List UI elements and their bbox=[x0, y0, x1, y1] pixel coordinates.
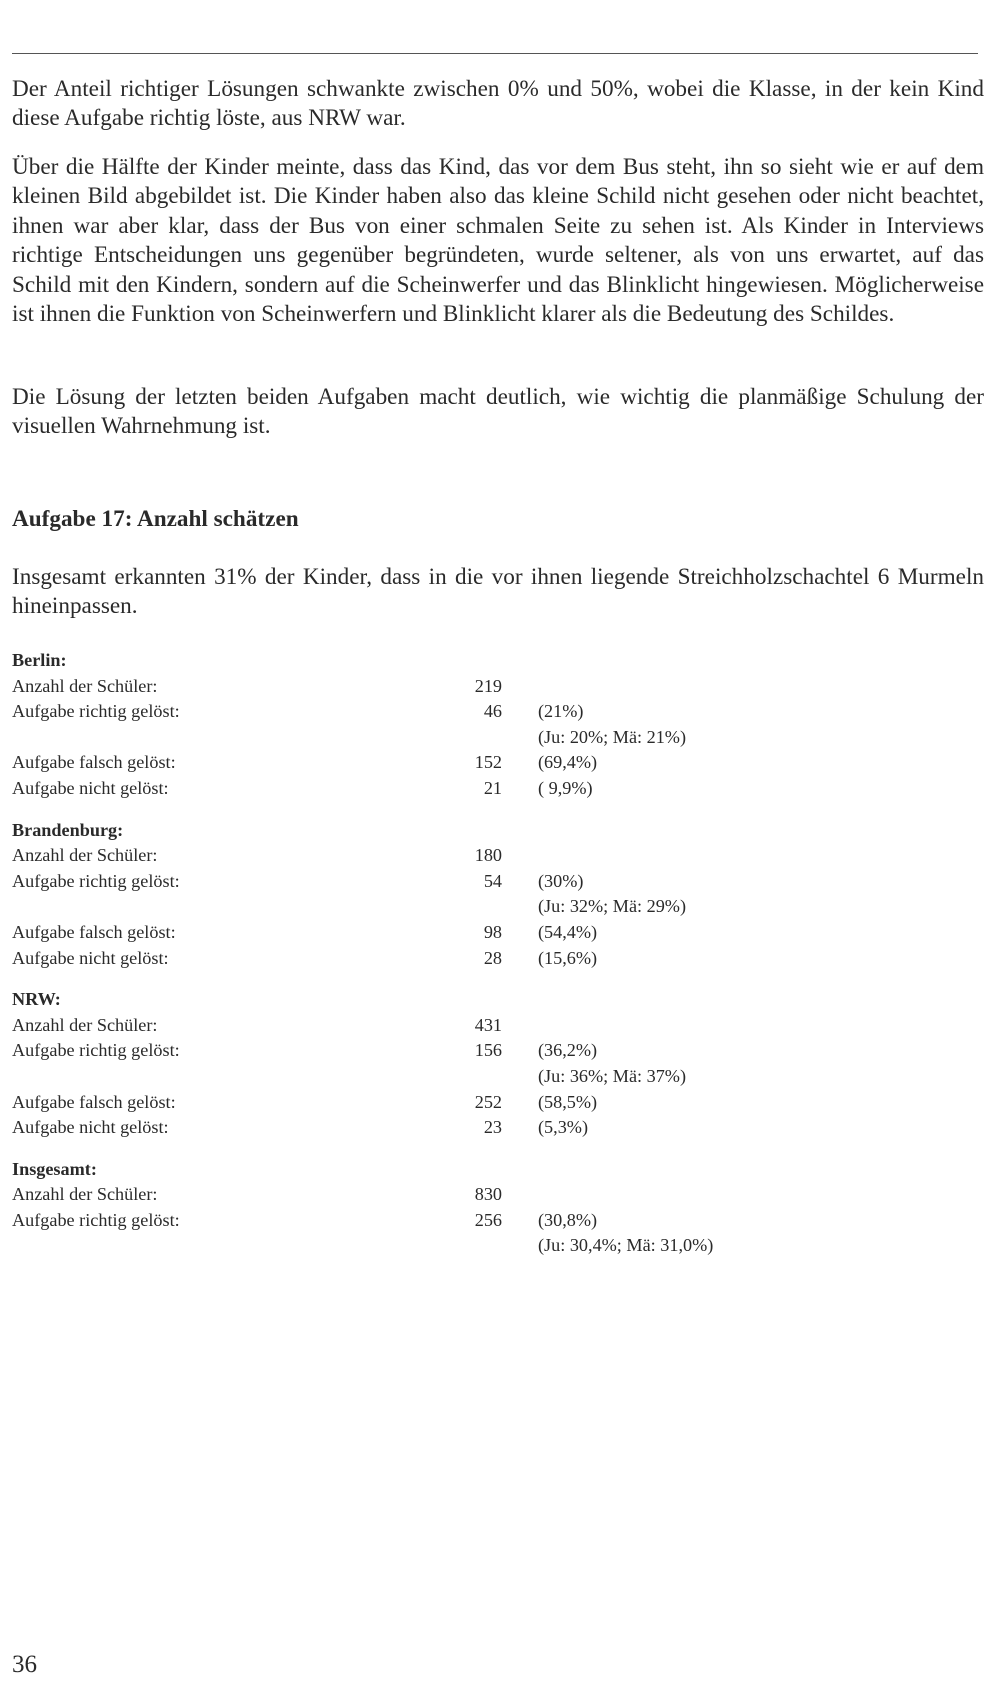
section-heading: Aufgabe 17: Anzahl schätzen bbox=[12, 506, 299, 532]
stat-count: 23 bbox=[483, 1117, 502, 1138]
region-block bbox=[12, 987, 792, 1141]
stat-percentage: (21%) bbox=[538, 701, 584, 722]
stat-label: Aufgabe richtig gelöst: bbox=[12, 1040, 180, 1061]
region-title: Insgesamt: bbox=[12, 1158, 97, 1179]
stat-count: 180 bbox=[474, 845, 502, 866]
region-block bbox=[12, 818, 792, 972]
stat-label: Anzahl der Schüler: bbox=[12, 675, 158, 696]
stat-row bbox=[12, 750, 792, 776]
stat-label: Aufgabe richtig gelöst: bbox=[12, 870, 180, 891]
paragraph-summary: Insgesamt erkannten 31% der Kinder, dass in die vor ihnen liegende Streichholzschachtel 6 Murmeln hineinpassen. bbox=[12, 564, 984, 620]
region-title: Berlin: bbox=[12, 650, 67, 670]
stat-percentage: (Ju: 32%; Mä: 29%) bbox=[538, 896, 687, 917]
stat-count: 152 bbox=[474, 752, 502, 773]
stat-row bbox=[12, 725, 792, 751]
stat-row bbox=[12, 674, 792, 700]
stat-row bbox=[12, 1038, 792, 1064]
paragraph-bus-explanation: Über die Hälfte der Kinder meinte, dass das Kind, das vor dem Bus steht, ihn so sieht wie er auf dem kleinen Bild abgebildet ist. Die Kinder haben also das kleine Schild nicht gesehen oder nicht beachtet, ihnen war aber klar, dass der Bus von einer schmalen Seite zu sehen ist. Als Kinder in Interviews richtige Entscheidungen uns gegenüber begründeten, wurde seltener, als von uns erwartet, auf das Schild mit den Kindern, sondern auf die Scheinwerfer und das Blinklicht hingewiesen. Möglicherweise ist ihnen die Funktion von Scheinwerfern und Blinklicht klarer als die Bedeutung des Schildes. bbox=[12, 154, 984, 328]
stat-percentage: (Ju: 30,4%; Mä: 31,0%) bbox=[538, 1235, 714, 1256]
stat-count: 252 bbox=[474, 1091, 502, 1112]
stat-count: 256 bbox=[474, 1209, 502, 1230]
stat-label: Aufgabe falsch gelöst: bbox=[12, 921, 176, 942]
stat-percentage: (Ju: 20%; Mä: 21%) bbox=[538, 726, 687, 747]
stat-percentage: (54,4%) bbox=[538, 921, 598, 942]
paragraph-solution-share: Der Anteil richtiger Lösungen schwankte zwischen 0% und 50%, wobei die Klasse, in der kein Kind diese Aufgabe richtig löste, aus NRW war. bbox=[12, 76, 984, 132]
stat-row bbox=[12, 699, 792, 725]
stat-row bbox=[12, 894, 792, 920]
stat-label: Aufgabe nicht gelöst: bbox=[12, 777, 169, 798]
stat-count: 156 bbox=[474, 1040, 502, 1061]
paragraph-visual-perception: Die Lösung der letzten beiden Aufgaben macht deutlich, wie wichtig die planmäßige Schulung der visuellen Wahrnehmung ist. bbox=[12, 384, 984, 440]
stat-count: 830 bbox=[474, 1184, 502, 1205]
stat-label: Aufgabe nicht gelöst: bbox=[12, 1117, 169, 1138]
stat-label: Anzahl der Schüler: bbox=[12, 845, 158, 866]
stat-count: 46 bbox=[483, 701, 502, 722]
stat-row bbox=[12, 1064, 792, 1090]
stat-count: 21 bbox=[483, 777, 502, 798]
stat-percentage: (36,2%) bbox=[538, 1040, 598, 1061]
stat-row bbox=[12, 920, 792, 946]
stat-count: 54 bbox=[483, 870, 502, 891]
stat-count: 219 bbox=[474, 675, 502, 696]
stat-label: Anzahl der Schüler: bbox=[12, 1184, 158, 1205]
stat-percentage: (5,3%) bbox=[538, 1117, 588, 1138]
stat-row bbox=[12, 1208, 792, 1234]
stat-row bbox=[12, 946, 792, 972]
stat-label: Aufgabe falsch gelöst: bbox=[12, 752, 176, 773]
stat-row bbox=[12, 1115, 792, 1141]
stat-row bbox=[12, 843, 792, 869]
stat-row bbox=[12, 1090, 792, 1116]
region-title: Brandenburg: bbox=[12, 819, 124, 840]
stat-percentage: (69,4%) bbox=[538, 752, 598, 773]
stat-row bbox=[12, 1182, 792, 1208]
stat-label: Aufgabe falsch gelöst: bbox=[12, 1091, 176, 1112]
stat-percentage: (15,6%) bbox=[538, 947, 598, 968]
stat-percentage: (Ju: 36%; Mä: 37%) bbox=[538, 1065, 687, 1086]
stat-label: Aufgabe nicht gelöst: bbox=[12, 947, 169, 968]
stat-label: Aufgabe richtig gelöst: bbox=[12, 1209, 180, 1230]
stat-percentage: (30,8%) bbox=[538, 1209, 598, 1230]
statistics-block bbox=[12, 648, 792, 1275]
stat-row bbox=[12, 869, 792, 895]
page-number: 36 bbox=[12, 1651, 37, 1678]
stat-percentage: ( 9,9%) bbox=[538, 777, 593, 798]
stat-percentage: (58,5%) bbox=[538, 1091, 598, 1112]
region-block bbox=[12, 648, 792, 802]
region-title: NRW: bbox=[12, 989, 61, 1010]
stat-count: 28 bbox=[483, 947, 502, 968]
stat-count: 431 bbox=[474, 1014, 502, 1035]
stat-label: Aufgabe richtig gelöst: bbox=[12, 701, 180, 722]
stat-percentage: (30%) bbox=[538, 870, 584, 891]
region-block bbox=[12, 1157, 792, 1259]
stat-row bbox=[12, 1233, 792, 1259]
stat-label: Anzahl der Schüler: bbox=[12, 1014, 158, 1035]
stat-row bbox=[12, 1013, 792, 1039]
stat-row bbox=[12, 776, 792, 802]
stat-count: 98 bbox=[483, 921, 502, 942]
top-rule bbox=[12, 53, 978, 54]
